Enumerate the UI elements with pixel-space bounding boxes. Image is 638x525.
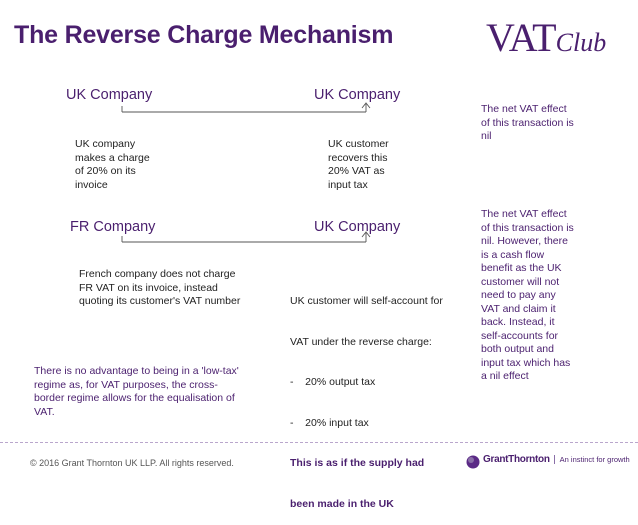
brand-tagline: An instinct for growth	[554, 455, 630, 464]
s2-right-note: UK customer will self-account for VAT under the reverse charge: - 20% output tax - 20% input tax This is as if the supply had been made in the UK	[290, 295, 443, 510]
s1-right-note: UK customer recovers this 20% VAT as input tax	[328, 138, 389, 191]
brand-name: GrantThornton	[483, 454, 550, 465]
grant-thornton-logo-icon	[467, 456, 480, 469]
footer-divider	[0, 442, 638, 443]
logo-main-text: VAT	[486, 15, 556, 60]
s2-left-note: French company does not charge FR VAT on its invoice, instead quoting its customer's VAT number	[79, 268, 241, 307]
s2-side-note: The net VAT effect of this transaction is nil. However, there is a cash flow benefit as the UK customer will not need to pay any VAT and claim it back. Instead, it self-accounts for both output and input tax which has a nil effect	[481, 208, 574, 382]
s1-arrow	[122, 103, 370, 112]
logo-sub-text: Club	[555, 28, 607, 57]
s2-right-note-emphasis: This is as if the supply had	[290, 457, 425, 469]
page-title: The Reverse Charge Mechanism	[14, 21, 394, 49]
s1-from-company: UK Company	[66, 87, 153, 103]
s1-side-note: The net VAT effect of this transaction is nil	[481, 103, 574, 142]
s2-from-company: FR Company	[70, 219, 156, 235]
s1-left-note: UK company makes a charge of 20% on its invoice	[75, 138, 150, 191]
s1-to-company: UK Company	[314, 87, 401, 103]
grant-thornton-brand	[483, 454, 630, 465]
bottom-note: There is no advantage to being in a 'low-tax' regime as, for VAT purposes, the cross- border regime allows for the equalisation of VAT.	[34, 365, 239, 418]
copyright-text: © 2016 Grant Thornton UK LLP. All rights reserved.	[30, 458, 234, 468]
s2-to-company: UK Company	[314, 219, 401, 235]
